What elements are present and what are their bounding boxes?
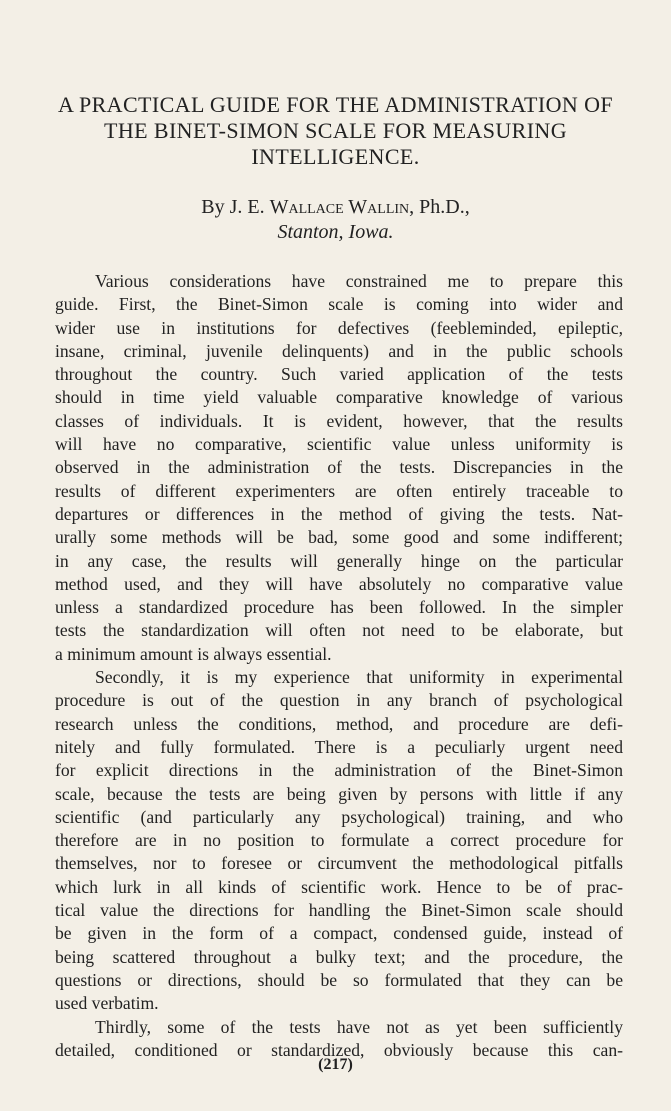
author-degree: , Ph.D., bbox=[409, 196, 470, 218]
title-line: THE BINET-SIMON SCALE FOR MEASURING bbox=[104, 118, 567, 143]
text-line: unless a standardized procedure has been followed. In the simpler bbox=[55, 597, 623, 618]
text-line: should in time yield valuable comparative knowledge of various bbox=[55, 387, 623, 408]
text-line: departures or differences in the method of giving the tests. Nat- bbox=[55, 503, 623, 524]
text-line: tical value the directions for handling the Binet-Simon scale should bbox=[55, 900, 623, 921]
text-line: for explicit directions in the administration of the Binet-Simon bbox=[55, 760, 623, 781]
text-line: insane, criminal, juvenile delinquents) and in the public schools bbox=[55, 340, 623, 361]
author-name: Wallace Wallin bbox=[269, 196, 410, 218]
text-line: a minimum amount is always essential. bbox=[55, 643, 332, 664]
text-line: will have no comparative, scientific value unless uniformity is bbox=[55, 434, 623, 455]
text-line: observed in the administration of the tests. Discrepancies in the bbox=[55, 457, 623, 478]
text-line: Secondly, it is my experience that uniformity in experimental bbox=[95, 667, 623, 688]
text-line: wider use in institutions for defectives (feebleminded, epileptic, bbox=[55, 317, 623, 338]
text-line: scale, because the tests are being given by persons with little if any bbox=[55, 783, 623, 804]
text-line: tests the standardization will often not need to be elaborate, but bbox=[55, 620, 623, 641]
text-line: Thirdly, some of the tests have not as yet been sufficiently bbox=[95, 1016, 623, 1037]
text-line: in any case, the results will generally hinge on the particular bbox=[55, 550, 623, 571]
text-line: themselves, nor to foresee or circumvent the methodological pitfalls bbox=[55, 853, 623, 874]
text-line: nitely and fully formulated. There is a peculiarly urgent need bbox=[55, 736, 623, 757]
text-line: Various considerations have constrained me to prepare this bbox=[95, 271, 623, 291]
text-line: procedure is out of the question in any branch of psychological bbox=[55, 690, 623, 711]
text-line: questions or directions, should be so formulated that they can be bbox=[55, 969, 623, 990]
byline-prefix: By J. E. bbox=[201, 196, 265, 218]
text-line: used verbatim. bbox=[55, 993, 159, 1014]
text-line: be given in the form of a compact, condensed guide, instead of bbox=[55, 923, 623, 944]
text-line: guide. First, the Binet-Simon scale is coming into wider and bbox=[55, 294, 623, 315]
text-line: therefore are in no position to formulate a correct procedure for bbox=[55, 830, 623, 851]
text-line: detailed, conditioned or standardized, obviously because this can- bbox=[55, 1039, 623, 1060]
text-line: throughout the country. Such varied application of the tests bbox=[55, 364, 623, 385]
article-body bbox=[55, 270, 623, 1062]
text-line: urally some methods will be bad, some good and some indifferent; bbox=[55, 527, 623, 548]
text-line: results of different experimenters are often entirely traceable to bbox=[55, 480, 623, 501]
text-line: which lurk in all kinds of scientific work. Hence to be of prac- bbox=[55, 876, 623, 897]
text-line: being scattered throughout a bulky text; and the procedure, the bbox=[55, 946, 623, 967]
paragraph bbox=[55, 666, 623, 1015]
page-number: (217) bbox=[318, 1056, 353, 1073]
author-byline bbox=[0, 196, 671, 219]
title-line: A PRACTICAL GUIDE FOR THE ADMINISTRATION OF bbox=[57, 92, 613, 117]
text-line: scientific (and particularly any psychological) training, and who bbox=[55, 806, 623, 827]
article-title bbox=[40, 92, 631, 170]
text-line: method used, and they will have absolutely no comparative value bbox=[55, 573, 623, 594]
author-location: Stanton, Iowa. bbox=[277, 221, 394, 243]
title-line: INTELLIGENCE. bbox=[251, 144, 420, 169]
paragraph bbox=[55, 270, 623, 666]
text-line: research unless the conditions, method, and procedure are defi- bbox=[55, 713, 623, 734]
text-line: classes of individuals. It is evident, however, that the results bbox=[55, 410, 623, 431]
